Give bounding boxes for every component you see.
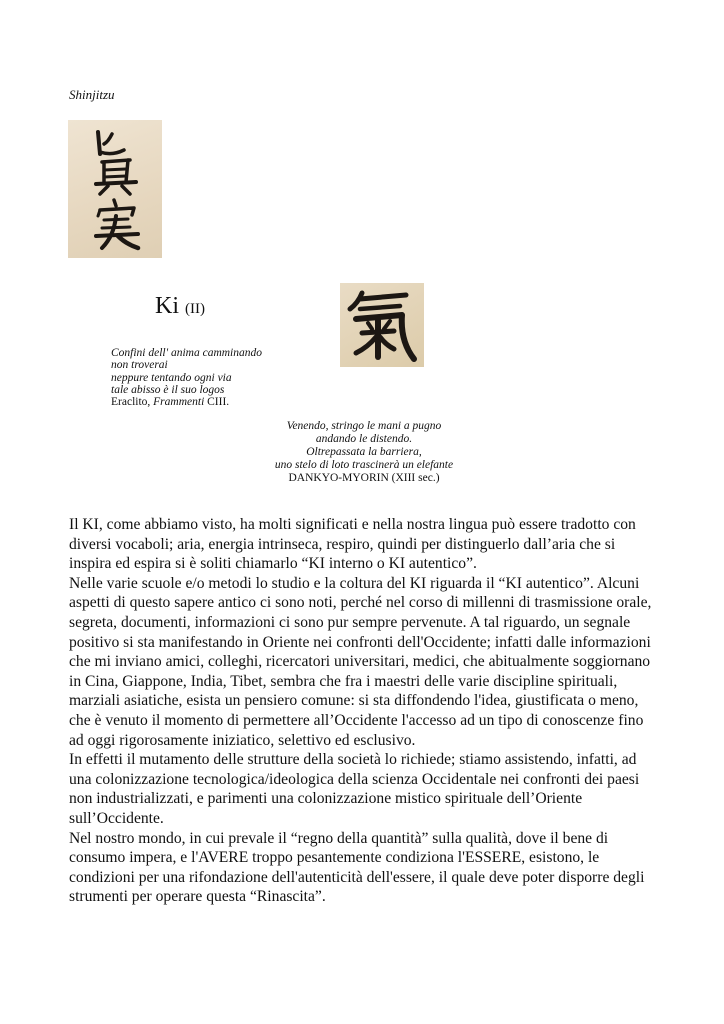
body-paragraph: In effetti il mutamento delle strutture della società lo richiede; stiamo assistendo, infatti, ad una colonizzazione tecnologica/ideologica della scienza Occidentale nei confronti dei paesi non industrializzati, e parimenti una colonizzazione mistico spirituale dell’Oriente sull’Occidente. (69, 751, 640, 827)
shinjitsu-calligraphy-image (68, 120, 162, 258)
quote2-line: Oltrepassata la barriera, (306, 446, 422, 458)
header-title: Shinjitzu (69, 87, 115, 102)
body-paragraph: Il KI, come abbiamo visto, ha molti significati e nella nostra lingua può essere tradotto con diversi vocaboli; aria, energia intrinseca, respiro, quindi per distinguerlo dall’aria che si inspira ed espira si è soliti chiamarlo “KI interno o KI autentico”. (69, 516, 636, 573)
quote1-work: Frammenti (153, 396, 205, 409)
quote2-line: andando le distendo. (315, 433, 413, 445)
quote2-line: Venendo, stringo le mani a pugno (286, 420, 442, 432)
quote1-line: Confini dell' anima camminando (111, 347, 262, 359)
quote1-line: tale abisso è il suo logos (111, 383, 225, 396)
quote2-line: uno stelo di loto trascinerà un elefante (274, 459, 454, 471)
body-paragraph: Nelle varie scuole e/o metodi lo studio e la coltura del KI riguarda il “KI autentico”. Alcuni aspetti di questo sapere antico ci sono noti, perché nel corso di millenni di trasmissione orale, segreta, documenti, informazioni ci sono pur sempre pervenute. A tal riguardo, un segnale positivo si sta manifestando in Oriente nei confronti dell'Occidente; infatti dalle informazioni che mi inviano amici, colleghi, ricercatori universitari, medici, che abitualmente soggiornano in Cina, Giappone, India, Tibet, sembra che fra i maestri delle varie discipline spirituali, marziali asiatiche, esista un pensiero comune: si sta diffondendo l'idea, giustificata o meno, che è venuto il momento di permettere all’Occidente l'accesso ad un tipo di conoscenze fino ad oggi rigorosamente iniziatico, selettivo ed esclusivo. (69, 574, 652, 749)
ki-calligraphy-image (340, 283, 424, 367)
ki-calligraphy-icon (340, 283, 424, 367)
quote1-ref: CIII. (207, 396, 230, 409)
quote1-line: neppure tentando ogni via (111, 371, 232, 384)
heraclitus-quote (111, 347, 262, 408)
quote1-author: Eraclito, (111, 396, 151, 409)
quote2-attribution: DANKYO-MYORIN (XIII sec.) (288, 472, 440, 484)
section-heading (155, 293, 205, 320)
shinjitsu-calligraphy-icon (68, 120, 162, 258)
section-heading-main: Ki (155, 293, 179, 319)
quote1-attribution (111, 396, 262, 408)
body-text (69, 515, 659, 907)
dankyo-quote (244, 420, 484, 485)
body-paragraph: Nel nostro mondo, in cui prevale il “regno della quantità” sulla qualità, dove il bene di consumo impera, e l'AVERE troppo pesantemente condiziona l'ESSERE, esistono, le condizioni per una rifondazione dell'autenticità dell'essere, il quale deve poter disporre degli strumenti per operare questa “Rinascita”. (69, 829, 645, 906)
section-heading-sub: (II) (185, 301, 205, 317)
quote1-line: non troverai (111, 359, 168, 372)
